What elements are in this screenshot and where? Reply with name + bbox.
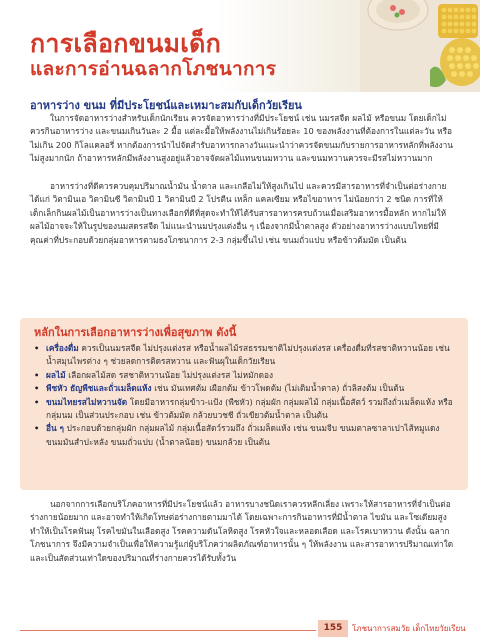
footer-divider [20, 630, 316, 631]
body-paragraph: ในการจัดอาหารว่างสำหรับเด็กนักเรียน ควรจัดอาหารว่างที่มีประโยชน์ เช่น นมรสจืด ผลไม้ หรือขนม โดยเด็กไม่ควรกินอาหารว่าง และขนมเกินวันละ 2 มื้อ แต่ละมื้อให้พลังงานไม่เกินร้อยละ 10 ของพลังงานที่ต้องการในแต่ละวัน หรือไม่เกิน 200 กิโลแคลอรี่ หากต้องการนำไปจัดสำรับอาหารกลางวันแนะนำว่าควรจัดขนมกับรายการอาหารหลักที่พลังงานไม่สูงมากนัก ถ้าอาหารหลักมีพลังงานสูงอยู่แล้วอาจจัดผลไม้แทนขนมหวาน และขนมหวานควรจะมีรสไม่หวานมาก [30, 113, 453, 164]
list-item [34, 342, 454, 369]
list-item [34, 422, 454, 449]
bullet-icon: • [34, 396, 40, 407]
tip-text: เช่น มันเทศต้ม เผือกต้ม ข้าวโพดต้ม (ไม่เติมน้ำตาล) ถั่วลิสงต้ม เป็นต้น [151, 383, 405, 394]
tips-box [20, 318, 468, 490]
tips-list [34, 342, 454, 449]
tip-text: ประกอบด้วยกลุ่มผัก กลุ่มผลไม้ กลุ่มเนื้อสัตว์รวมถึง ถั่วเมล็ดแห้ง เช่น ขนมจีบ ขนมตาลซาลาเปาไส้หมูแดง ขนมมันสำปะหลัง ขนมถั่วแปบ (น้ำตาลน้อย) ขนมกล้วย เป็นต้น [46, 423, 440, 447]
bullet-icon: • [34, 343, 40, 353]
bullet-icon: • [34, 369, 40, 380]
tip-term: ผลไม้ [46, 369, 66, 380]
tips-box-title: หลักในการเลือกอาหารว่างเพื่อสุขภาพ ดังนี้ [34, 326, 237, 339]
body-paragraph: อาหารว่างที่ดีควรควบคุมปริมาณน้ำมัน น้ำตาล และเกลือไม่ให้สูงเกินไป และควรมีสารอาหารที่จำเป็นต่อร่างกาย ได้แก่ วิตามินเอ วิตามินซี วิตามินบี 1 วิตามินบี 2 โปรตีน เหล็ก แคลเซียม หรือไขอาหาร ไม่น้อยกว่า 2 ชนิด การที่ให้เด็กเล็กกินผลไม้เป็นอาหารว่างเป็นทางเลือกที่ดีที่สุดจะทำให้ได้รับสารอาหารครบถ้วนเมื่อเสริมอาหารมื้อหลัก หากไม่ให้ผลไม้อาจจะให้ในรูปของนมสดรสจืด ไม่แนะนำนมปรุงแต่งอื่น ๆ เนื่องจากมีน้ำตาลสูง ตัวอย่างอาหารว่างแบบไทยที่มีคุณค่าที่ประกอบด้วยกลุ่มอาหารตามธงโภชนาการ 2-3 กลุ่มขึ้นไป เช่น ขนมถั่วแปบ หรือข้าวต้มมัด เป็นต้น [30, 181, 447, 245]
list-item [34, 396, 454, 423]
food-illustration [360, 0, 480, 92]
tip-text: โดยมีอาหารกลุ่มข้าว-แป้ง (พืชหัว) กลุ่มผัก กลุ่มผลไม้ กลุ่มเนื้อสัตว์ รวมถึงถั่วเมล็ดแห้ง หรือกลุ่มนม เป็นส่วนประกอบ เช่น ข้าวต้มมัด กล้วยบวชชี ถั่วเขียวต้มน้ำตาล เป็นต้น [46, 396, 453, 421]
bullet-icon: • [34, 423, 40, 434]
page-title: การเลือกขนมเด็ก [30, 29, 222, 58]
footer [0, 617, 480, 640]
tip-text: ควรเป็นนมรสจืด ไม่ปรุงแต่งรส หรือน้ำผลไม้รสธรรมชาติไม่ปรุงแต่งรส เครื่องดื่มที่รสชาติหวานน้อย เช่น น้ำสมุนไพรต่าง ๆ ช่วยลดการติดรสหวาน และฟันผุในเด็กวัยเรียน [46, 343, 450, 367]
tip-term: ขนมไทยรสไม่หวานจัด [46, 396, 128, 407]
closing-paragraph: นอกจากการเลือกบริโภคอาหารที่มีประโยชน์แล้ว อาหารบางชนิดเราควรหลีกเลี่ยง เพราะให้สารอาหารที่จำเป็นต่อร่างกายน้อยมาก และอาจทำให้เกิดโทษต่อร่างกายตามมาได้ โดยเฉพาะการกินอาหารที่มีน้ำตาล ไขมัน และโซเดียมสูง ทำให้เป็นโรคฟันผุ โรคไขมันในเลือดสูง โรคความดันโลหิตสูง โรคหัวใจและหลอดเลือด และโรคเบาหวาน ดังนั้น ฉลากโภชนาการ จึงมีความจำเป็นเพื่อให้ความรู้แก่ผู้บริโภคว่าผลิตภัณฑ์อาหารนั้น ๆ ให้พลังงาน และสารอาหารปริมาณเท่าใด และเป็นสัดส่วนเท่าใดของปริมาณที่ร่างกายควรได้รับทั้งวัน [30, 499, 454, 563]
tip-text: เลือกผลไม้สด รสชาติหวานน้อย ไม่ปรุงแต่งรส ไม่หมักดอง [65, 369, 274, 380]
section-heading: อาหารว่าง ขนม ที่มีประโยชน์และเหมาะสมกับเด็กวัยเรียน [30, 99, 302, 112]
tip-term: พืชหัว ธัญพืชและถั่วเมล็ดแห้ง [46, 383, 152, 394]
page-number: 155 [318, 620, 348, 637]
tip-term: อื่น ๆ [46, 423, 64, 434]
list-item [34, 369, 454, 382]
footer-book-title: โภชนาการสมวัย เด็กไทยวัยเรียน [352, 624, 466, 633]
tip-term: เครื่องดื่ม [46, 343, 79, 353]
page-subtitle: และการอ่านฉลากโภชนาการ [30, 58, 277, 80]
bullet-icon: • [34, 383, 40, 394]
list-item [34, 382, 454, 395]
